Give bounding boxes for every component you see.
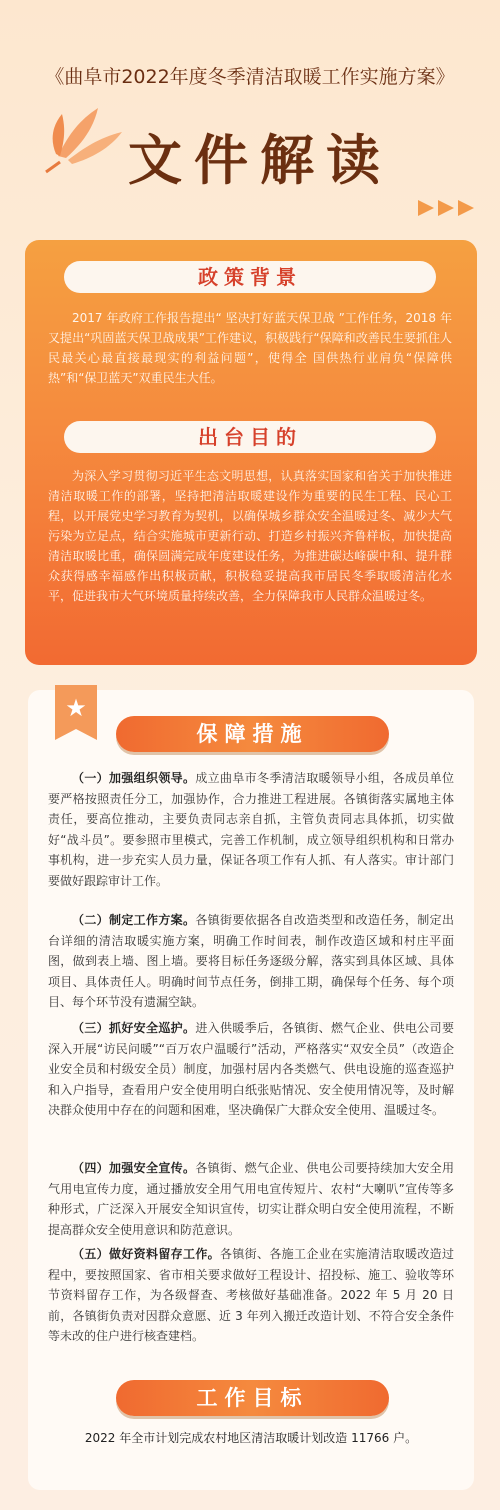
doc-title: 《曲阜市2022年度冬季清洁取暖工作实施方案》 (45, 66, 455, 88)
measures-title: 保障措施 (116, 716, 389, 752)
purpose-title: 出台目的 (64, 421, 436, 453)
measure-item: （五）做好资料留存工作。各镇街、各施工企业在实施清洁取暖改造过程中，要按照国家、省市相关要求做好工程设计、招投标、施工、验收等环节资料留存工作，为各级督查、考核做好基础准备。2022 年 5 月 20 日前，各镇街负责对因群众意愿、近 3 年列入搬迁改造计划、不符合安全条件等未改的住户进行核查建档。 (48, 1247, 454, 1344)
measure-item: （四）加强安全宣传。各镇街、燃气企业、供电公司要持续加大安全用气用电宣传力度，通过播放安全用气用电宣传短片、农村“大喇叭”宣传等多种形式，广泛深入开展安全知识宣传，切实让群众明白安全使用流程，不断提高群众安全使用意识和防范意识。 (48, 1161, 454, 1237)
goal-title: 工作目标 (116, 1380, 389, 1416)
background-title: 政策背景 (64, 261, 436, 293)
measure-item: （三）抓好安全巡护。进入供暖季后，各镇街、燃气企业、供电公司要深入开展“访民问暖”“百万农户温暖行”活动，严格落实“双安全员”（改造企业安全员和村级安全员）制度，加强村居内各类燃气、供电设施的巡查巡护和入户指导，查看用户安全使用明白纸张贴情况、安全使用情况等，及时解决群众使用中存在的问题和困难，坚决确保广大群众安全使用、温暖过冬。 (48, 1021, 454, 1118)
play-arrow-icon (418, 200, 474, 216)
measure-item: （一）加强组织领导。成立曲阜市冬季清洁取暖领导小组，各成员单位要严格按照责任分工，加强协作，合力推进工程进展。各镇街落实属地主体责任，要高位推动，主要负责同志亲自抓，主管负责同志具体抓，切实做好“战斗员”。要参照市里模式，完善工作机制，成立领导组织机构和日常办事机构，进一步充实人员力量，保证各项工作有人抓、有人落实。审计部门要做好跟踪审计工作。 (48, 771, 454, 888)
purpose-text: 为深入学习贯彻习近平生态文明思想，认真落实国家和省关于加快推进清洁取暖工作的部署，坚持把清洁取暖建设作为重要的民生工程、民心工程，以开展党史学习教育为契机，以确保城乡群众安全温暖过冬、减少大气污染为立足点，结合实施城市更新行动、打造乡村振兴齐鲁样板，加快提高清洁取暖比重，确保圆满完成年度建设任务，为推进碳达峰碳中和、提升群众获得感幸福感作出积极贡献，积极稳妥提高我市居民冬季取暖清洁化水平，促进我市大气环境质量持续改善，全力保障我市人民群众温暖过冬。 (48, 469, 452, 603)
star-icon: ★ (65, 694, 87, 722)
measure-item: （二）制定工作方案。各镇街要依据各自改造类型和改造任务，制定出台详细的清洁取暖实施方案，明确工作时间表，制作改造区域和村庄平面图，做到表上墙、图上墙。要将目标任务逐级分解，落实到具体区域、具体项目、具体责任人。明确时间节点任务，倒排工期，确保每个任务、每个项目、每个环节没有遗漏空缺。 (48, 913, 454, 1010)
goal-text: 2022 年全市计划完成农村地区清洁取暖计划改造 11766 户。 (84, 1431, 418, 1445)
background-text: 2017 年政府工作报告提出“ 坚决打好蓝天保卫战 ”工作任务，2018 年又提出“巩固蓝天保卫战成果”工作建议，积极践行“保障和改善民生要抓住人民最关心最直接最现实的利益问题”，使得全 国供热行业肩负“保障供热”和“保卫蓝天”双重民生大任。 (48, 311, 452, 385)
main-heading: 文件解读 (128, 128, 392, 192)
